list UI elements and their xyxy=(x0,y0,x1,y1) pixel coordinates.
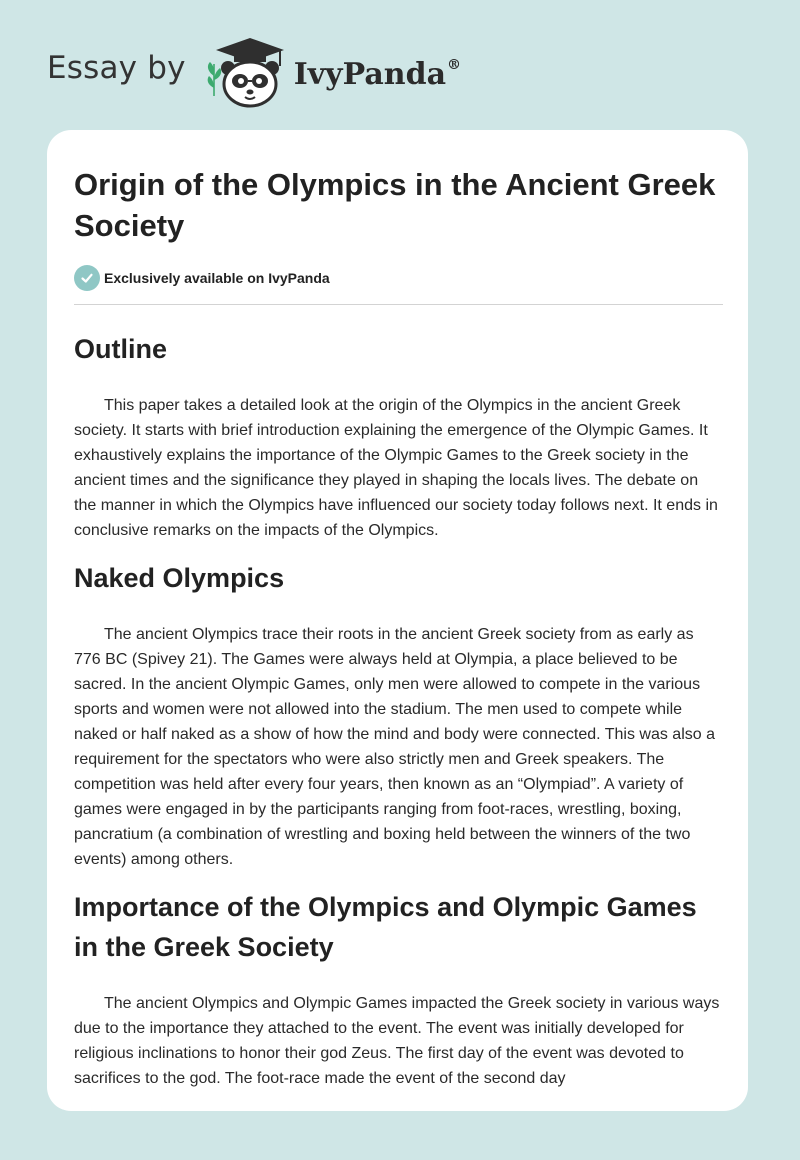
essay-card xyxy=(47,130,748,1111)
page-title: Origin of the Olympics in the Ancient Greek Society xyxy=(74,167,716,243)
exclusive-badge xyxy=(74,264,723,292)
brand-header xyxy=(47,36,461,108)
panda-graduate-icon xyxy=(200,36,290,108)
exclusive-label: Exclusively available on IvyPanda xyxy=(104,270,330,286)
section-paragraph-naked-olympics: The ancient Olympics trace their roots in the ancient Greek society from as early as 776 BC (Spivey 21). The Games were always held at Olympia, a place believed to be sacred. In the ancient Olympic Games, only men were allowed to compete in the various sports and women were not allowed into the stadium. The men used to compete while naked or half naked as a show of how the mind and body were connected. This was also a requirement for the spectators who were also strictly men and Greek speakers. The competition was held after every four years, then known as an “Olympiad”. A variety of games were engaged in by the participants ranging from foot-races, wrestling, boxing, pancratium (a combination of wrestling and boxing held between the winners of the two events) among others. xyxy=(74,625,715,869)
check-icon xyxy=(74,265,100,291)
brand-prefix: Essay by xyxy=(47,50,186,86)
registered-mark: ® xyxy=(447,56,462,73)
brand-name: IvyPanda® xyxy=(293,56,462,92)
section-paragraph-outline: This paper takes a detailed look at the origin of the Olympics in the ancient Greek society. It starts with brief introduction explaining the emergence of the Olympic Games. It exhaustively explains the importance of the Olympic Games to the Greek society in the ancient times and the significance they played in shaping the locals lives. The debate on the manner in which the Olympics have influenced our society today follows next. It ends in conclusive remarks on the impacts of the Olympics. xyxy=(74,397,718,540)
section-paragraph-importance: The ancient Olympics and Olympic Games impacted the Greek society in various ways due to the importance they attached to the event. The event was initially developed for religious inclinations to honor their god Zeus. The first day of the event was devoted to sacrifices to the god. The foot-race made the event of the second day xyxy=(74,994,720,1087)
section-heading-importance: Importance of the Olympics and Olympic Games in the Greek Society xyxy=(74,891,697,962)
section-heading-outline: Outline xyxy=(74,334,167,364)
divider xyxy=(74,304,723,305)
section-heading-naked-olympics: Naked Olympics xyxy=(74,562,285,593)
